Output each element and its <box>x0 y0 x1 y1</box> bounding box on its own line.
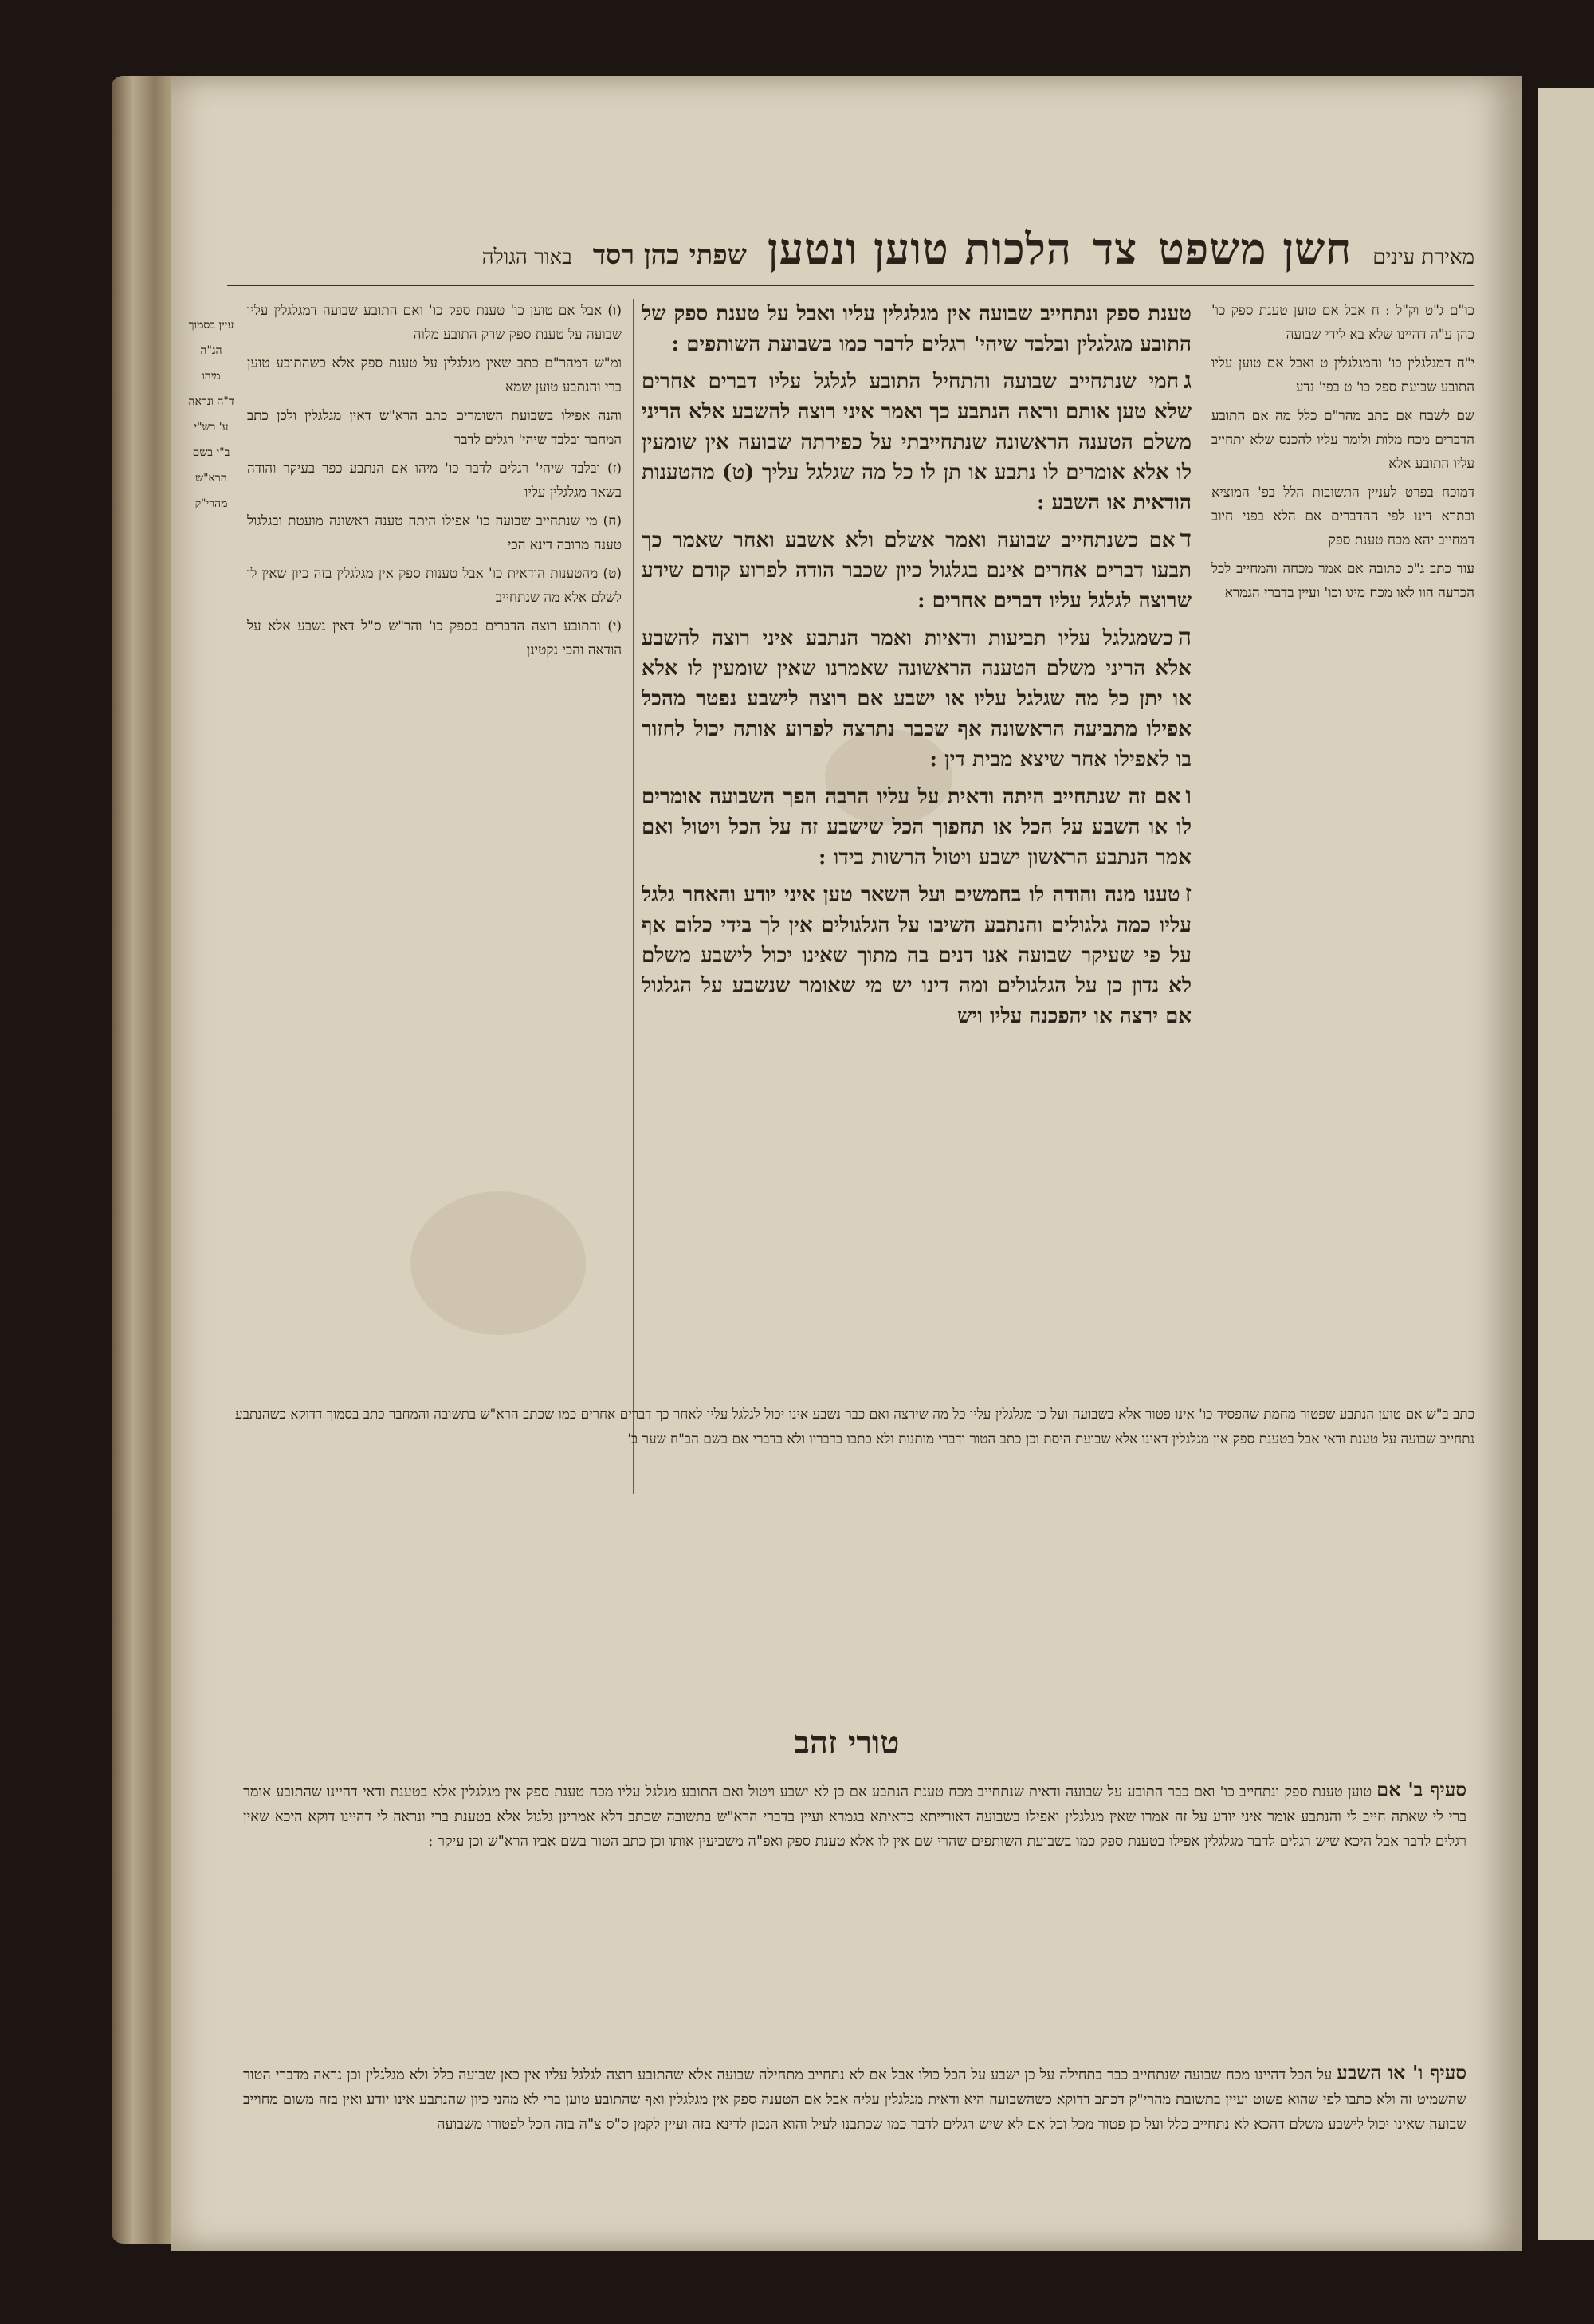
shach-column <box>247 299 622 1494</box>
section-mark: ד <box>1180 525 1192 553</box>
header-right-label: מאירת עינים <box>1372 245 1474 269</box>
margin-note: ב"י בשם <box>192 446 230 459</box>
main-section <box>642 879 1192 1031</box>
margin-note: מהרי"ק <box>194 497 228 510</box>
margin-notes <box>183 315 239 1431</box>
shach-bottom-block <box>235 1403 1474 1706</box>
section-text: חמי שנתחייב שבועה והתחיל התובע לגלגל עליו דברים אחרים שלא טען אותם וראה הנתבע כך ואמר איני רוצה להשבע אלא הריני משלם הטענה הראשונה שנתחייבתי על כפירתה שבועה אין שומעין לו אלא אומרים לו נתבע או תן לו כל מה שגלגל עליך (ט) מהטענות הודאית או השבע : <box>642 370 1192 515</box>
header-topic: הלכות טוען ונטען <box>767 223 1072 274</box>
header-commentary: שפתי כהן רסד <box>592 239 747 271</box>
smeh-column <box>1211 299 1474 1343</box>
shach-paragraph: (ח) מי שנתחייב שבועה כו' אפילו היתה טענה ראשונה מועטת ובגלגול טענה מרובה דינא הכי <box>247 513 622 553</box>
margin-note: הג"ה <box>200 344 222 357</box>
section-text: אם כשנתחייב שבועה ואמר אשלם ולא אשבע ואחר שאמר כך תבעו דברים אחרים אינם בגלגול כיון שכבר הודה לפרוע קודם שידע שרוצה לגלגל עליו דברים אחרים : <box>642 528 1192 613</box>
section-mark: ו <box>1185 782 1192 810</box>
taz-label: סעיף ב' אם <box>1376 1778 1466 1801</box>
taz-text: על הכל דהיינו מכח שבועה שנתחייב כבר בתחילה על כן ישבע על הכל כולו אבל אם לא נתחייב מתחילה שבועה אלא שהתובע רוצה לגלגל עליו אין כאן שבועה כלל ולא מגלגלין וכן נראה מדברי הטור שהשמיט זה ולא כתבו לפי שהוא פשוט ועיין בתשובת מהרי"ק דכתב דדוקא כשהשבועה היא ודאית מגלגלין עליה אבל אם הטענה ספק אין מגלגלין ואף שהתובע טוען ברי לא מהני כיון שהנתבע אינו יודע ואין בזה משום מחוייב שבועה שאינו יכול לישבע משלם דהכא לא נתחייב כלל ועל כן פטור מכל וכל אם לא שיש רגלים לדבר כמו שכתבנו לעיל והוא הנכון לדינא בזה ועיין לקמן ס"ס צ"ה בזה הכל לפטורו משבועה <box>243 2067 1466 2133</box>
smeh-paragraph: שם לשבח אם כתב מהר"ם כלל מה אם התובע הדברים מכח מלות ולומר עליו להכנס שלא יתחייב עליו התובע אלא <box>1211 408 1474 472</box>
section-mark: ה <box>1177 623 1192 651</box>
smeh-paragraph: עוד כתב ג"כ כתובה אם אמר מכחה והמחייב לכל הכרעה הוו לאו מכח מיגו וכו' ועיין בדברי הגמרא <box>1211 561 1474 601</box>
smeh-paragraph: כו"ם ג"ט וק"ל : ח אבל אם טוען טענת ספק כו' כהן ע"ה דהיינו שלא בא לידי שבועה <box>1211 303 1474 343</box>
section-text: כשמגלגל עליו תביעות ודאיות ואמר הנתבע איני רוצה להשבע אלא הריני משלם הטענה הראשונה שאמרנו שאין שומעין לו אלא או יתן כל מה שגלגל עליו או ישבע אם רוצה לישבע נפטר מהכל אפילו מתביעה הראשונה אף שכבר נתרצה לפרוע אותה יכול לחזור בו לאפילו אחר שיצא מבית דין : <box>642 626 1192 771</box>
shach-paragraph: והנה אפילו בשבועת השומרים כתב הרא"ש דאין מגלגלין ולכן כתב המחבר ובלבד שיהי' רגלים לדבר <box>247 408 622 448</box>
section-text: טענו מנה והודה לו בחמשים ועל השאר טען איני יודע והאחר גלגל עליו כמה גלגולים והנתבע השיבו על הגלגולים אין לך בידי כלום אף על פי שעיקר שבועה אנו דנים בה מתוך שאינו יכול לישבע משלם לא נדון כן על הגלגולים ומה דינו יש מי שאומר שנשבע על הגלגול אם ירצה או יהפכנה עליו ויש <box>642 883 1192 1028</box>
shach-bottom-text: כתב ב"ש אם טוען הנתבע שפטור מחמת שהפסיד כו' אינו פטור אלא בשבועה ועל כן מגלגלין עליו כל מה שירצה ואם כבר נשבע אינו יכול לגלגל עליו לאחר כך דברים אחרים כמו שכתב הרא"ש בתשובה והמחבר כתב בסמוך דדוקא כשהנתבע נתחייב שבועה על טענת ודאי אבל בטענת ספק אין מגלגלין דאינו אלא שבועת היסת וכן כתב הטור ודברי מותנות ולא כתבו בדבריו ולא בדברי אם בשם הב"ח שער ב' <box>235 1407 1474 1447</box>
section-mark: ג <box>1184 367 1192 395</box>
shach-paragraph: (ו) אבל אם טוען כו' טענת ספק כו' ואם התובע שבועה דמגלגלין עליו שבועה על טענת ספק שרק התובע מלוה <box>247 303 622 343</box>
shach-paragraph: (י) והתובע רוצה הדברים בספק כו' והר"ש ס"ל דאין נשבע אלא על הודאה והכי נקטינן <box>247 618 622 658</box>
taz-title: טורי זהב <box>794 1724 900 1761</box>
margin-note: עיין בסמוך <box>188 319 234 332</box>
taz-paragraph-1 <box>243 1777 1466 2048</box>
header-siman: צד <box>1092 223 1138 274</box>
header-book-title: חשן משפט <box>1158 223 1353 274</box>
margin-note: הרא"ש <box>195 472 227 485</box>
main-intro: טענת ספק ונתחייב שבועה אין מגלגלין עליו ואבל על טענת ספק של התובע מגלגלין ובלבד שיהי' רגלים לדבר כמו בשבועת השותפים : <box>642 302 1192 356</box>
smeh-paragraph: י"ח דמגלגלין כו' והמגלגלין ט ואבל אם טוען עליו התובע שבועת ספק כו' ט בפי' נדע <box>1211 355 1474 395</box>
margin-note: ד"ה ונראה <box>188 395 234 408</box>
main-text-column <box>642 299 1192 1391</box>
taz-label: סעיף ו' או השבע <box>1337 2061 1466 2084</box>
column-divider <box>633 299 634 1494</box>
facing-page-edge <box>1538 88 1594 2240</box>
margin-note: ע' רש"י <box>194 421 229 434</box>
header-rule <box>227 285 1474 286</box>
book-page <box>171 76 1522 2251</box>
margin-note: מיהו <box>202 370 221 383</box>
main-section <box>642 524 1192 616</box>
taz-paragraph-2 <box>243 2060 1466 2232</box>
shach-paragraph: ומ"ש דמהר"ם כתב שאין מגלגלין על טענת ספק אלא כשהתובע טוען ברי והנתבע טוען שמא <box>247 355 622 395</box>
smeh-paragraph: דמוכח בפרט לעניין התשובות הלל בפ' המוציא ובתרא דינו לפי ההדברים אם הלא בפני חיוב דמחייב יהא מכח טענת ספק <box>1211 485 1474 548</box>
section-text: אם זה שנתחייב היתה ודאית על עליו הרבה הפך השבועה אומרים לו או השבע על הכל או תחפוך הכל שישבע זה על הכל ויטול ואם אמר הנתבע הראשון ישבע ויטול הרשות בידו : <box>642 785 1192 870</box>
shach-paragraph: (ז) ובלבד שיהי' רגלים לדבר כו' מיהו אם הנתבע כפר בעיקר והודה בשאר מגלגלין עליו <box>247 461 622 501</box>
shach-paragraph: (ט) מהטענות הודאית כו' אבל טענות ספק אין מגלגלין בזה כיון שאין לו לשלם אלא מה שנתחייב <box>247 566 622 606</box>
main-section <box>642 366 1192 518</box>
section-mark: ז <box>1184 880 1192 908</box>
main-section <box>642 622 1192 775</box>
taz-text: טוען טענת ספק ונתחייב כו' ואם כבר התובע על שבועה ודאית שנתחייב מכח טענת הנתבע אם כן לא ישבע ויטול ואם התובע מגלגל עליו מכח טענת ספק אין מגלגלין אלא בטענת ודאי דהיינו שהתובע אומר ברי לי שאתה חייב לי והנתבע אומר איני יודע על זה אמרו שאין מגלגלין ואפילו בשבועה דאורייתא כדאיתא בגמרא ועיין בדברי הרא"ש בתשובה שכתב דלא אמרינן גלגול אלא בטענת ברי ונראה לי דהיינו דוקא היכא שאין רגלים לדבר אבל היכא שיש רגלים לדבר מגלגלין אפילו בטענת ספק כמו בשבועת השותפים שהרי שם אין לו אלא טענת ספק ואפ"ה משביעין אותו וכן כתב הטור בשם אביו הרא"ש וכן עיקר : <box>243 1784 1466 1850</box>
main-section <box>642 781 1192 873</box>
header-left-label: באור הגולה <box>481 245 572 269</box>
running-header <box>227 223 1474 279</box>
